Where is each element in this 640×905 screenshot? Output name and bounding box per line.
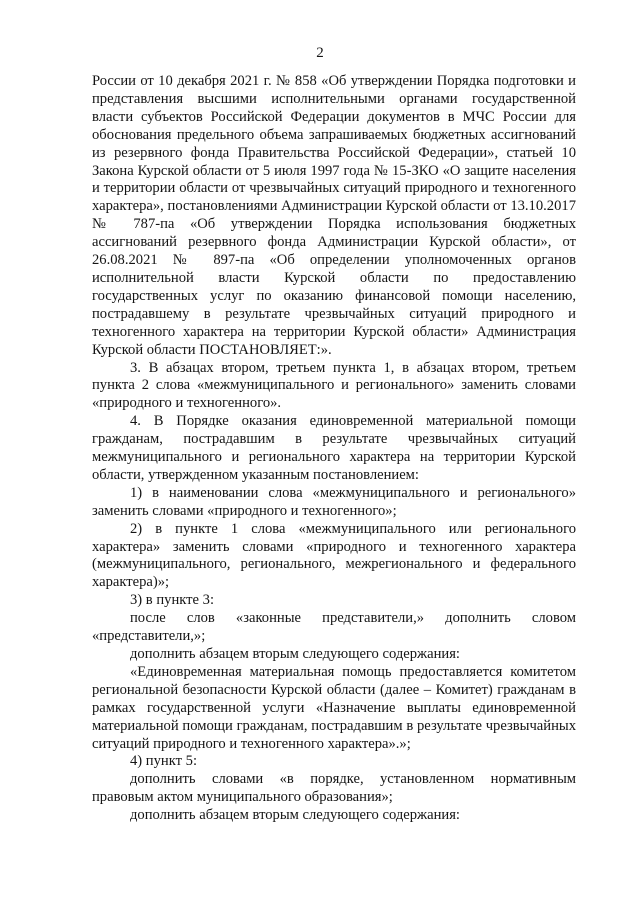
paragraph-subitem-3: 3) в пункте 3: — [130, 592, 215, 609]
paragraph-item-4: 4. В Порядке оказания единовременной материальной помощи гражданам, пострадавшим в результате чрезвычайных ситуаций межмуниципального и регионального характера на территории Курской области, утвержденном указанным постановлением: — [92, 413, 576, 483]
paragraph-subitem-4-b: дополнить абзацем вторым следующего содержания: — [130, 807, 460, 824]
paragraph-subitem-4-a: дополнить словами «в порядке, установленном нормативным правовым актом муниципального образования»; — [92, 771, 576, 806]
paragraph-subitem-4: 4) пункт 5: — [130, 753, 197, 770]
paragraph-subitem-2: 2) в пункте 1 слова «межмуниципального или регионального характера» заменить словами «природного и техногенного характера (межмуниципального, регионального, межрегионального и федерального характера)»; — [92, 520, 576, 591]
document-body — [92, 73, 576, 825]
paragraph-subitem-1: 1) в наименовании слова «межмуниципального и регионального» заменить словами «природного и техногенного»; — [92, 484, 576, 519]
paragraph-item-3: 3. В абзацах втором, третьем пункта 1, в абзацах втором, третьем пункта 2 слова «межмуниципального и регионального» заменить словами «природного и техногенного». — [92, 359, 576, 412]
paragraph-quoted-text: «Единовременная материальная помощь предоставляется комитетом региональной безопасности Курской области (далее – Комитет) гражданам в рамках государственной услуги «Назначение выплаты единовременной материальной помощи гражданам, пострадавшим в результате чрезвычайных ситуаций природного и техногенного характера».»; — [92, 663, 576, 752]
paragraph-subitem-3-b: дополнить абзацем вторым следующего содержания: — [130, 646, 460, 662]
paragraph-subitem-3-a: после слов «законные представители,» дополнить словом «представители,»; — [92, 610, 576, 645]
paragraph-preamble-continuation: России от 10 декабря 2021 г. № 858 «Об утверждении Порядка подготовки и представления высшими исполнительными органами государственной власти субъектов Российской Федерации документов в МЧС России для обоснования предельного объема запрашиваемых бюджетных ассигнований из резервного фонда Правительства Российской Федерации», статьей 10 Закона Курской области от 5 июля 1997 года № 15-ЗКО «О защите населения и территории области от чрезвычайных ситуаций природного и техногенного характера», постановлениями Администрации Курской области от 13.10.2017 № 787-па «Об утверждении Порядка использования бюджетных ассигнований резервного фонда Администрации Курской области», от 26.08.2021 № 897-па «Об определении уполномоченных органов исполнительной власти Курской области по предоставлению государственных услуг по оказанию финансовой помощи населению, пострадавшему в результате чрезвычайных ситуаций природного и техногенного характера на территории Курской области» Администрация Курской области ПОСТАНОВЛЯЕТ:». — [92, 73, 576, 358]
page-number: 2 — [316, 45, 324, 61]
